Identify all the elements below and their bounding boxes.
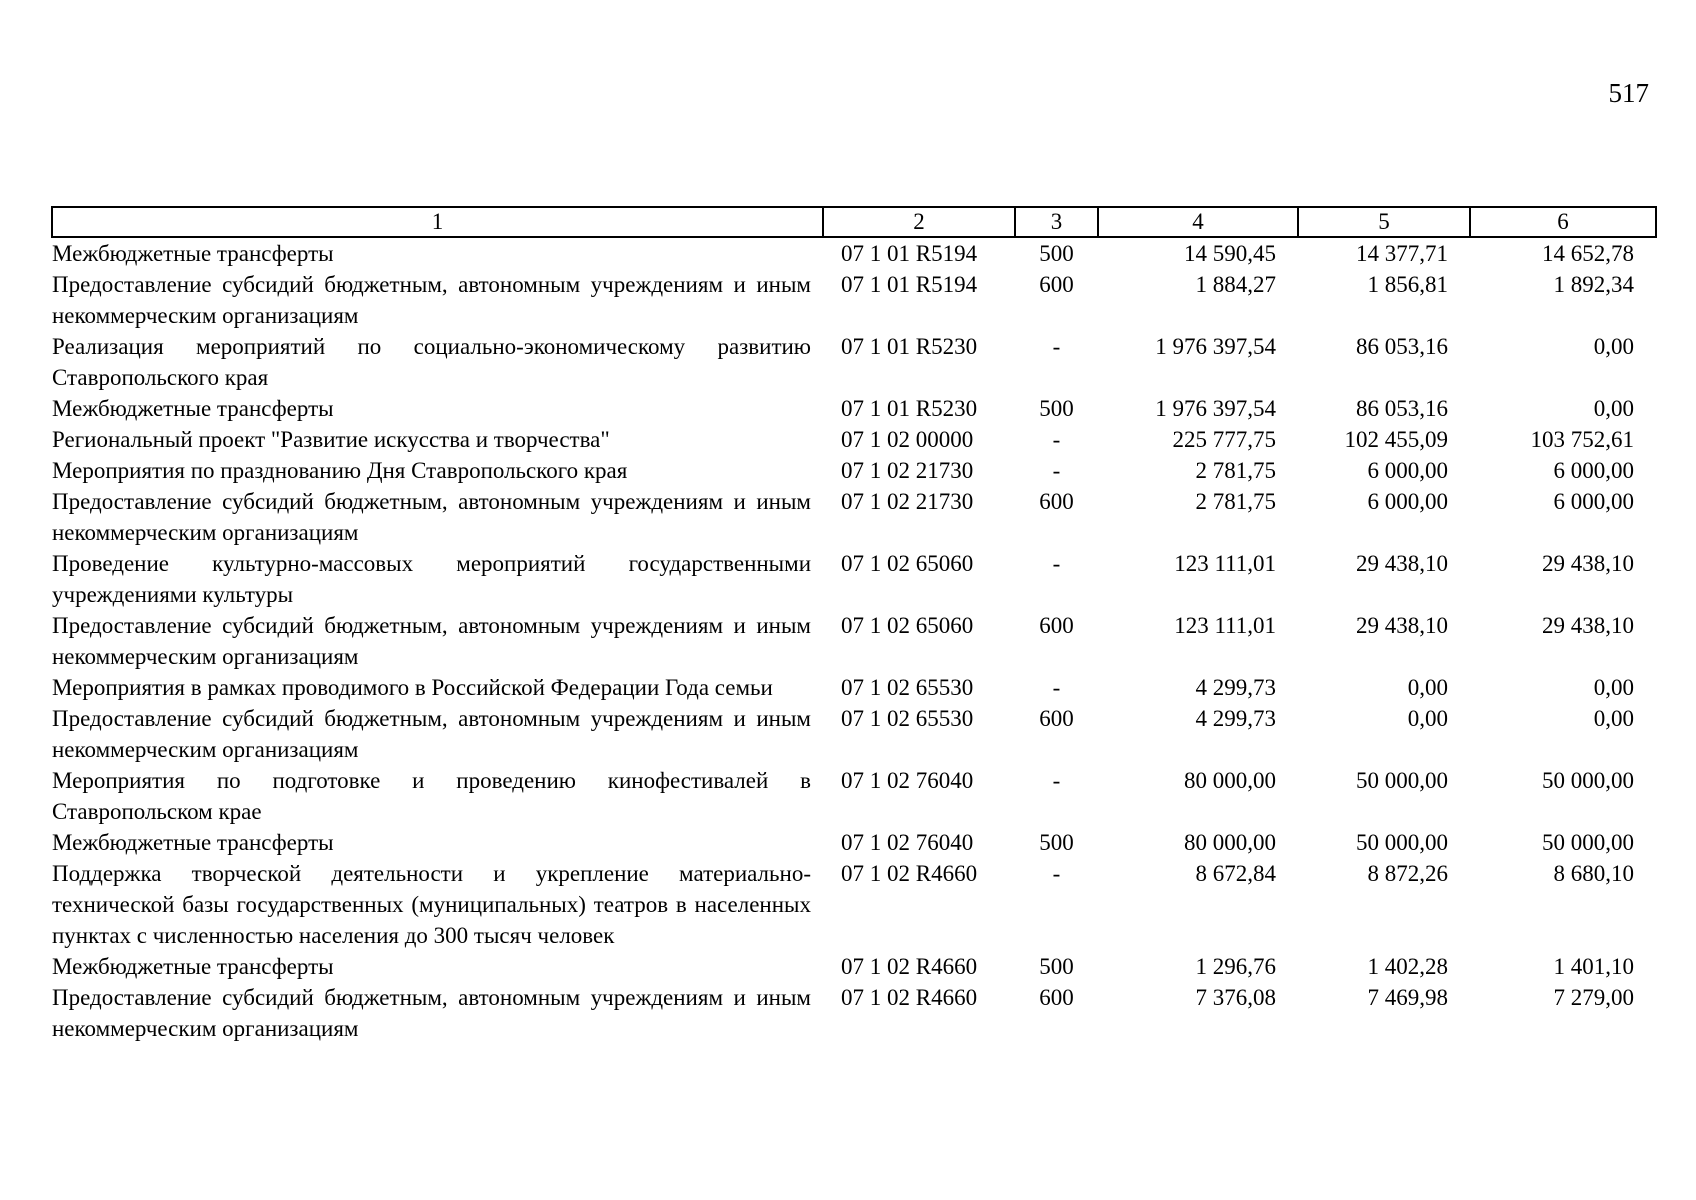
row-value-6: 29 438,10 — [1542, 551, 1634, 576]
column-header-6: 6 — [1470, 207, 1656, 237]
row-value-4: 225 777,75 — [1172, 427, 1276, 452]
row-name: Предоставление субсидий бюджетным, автономным учреждениям и иным некоммерческим организациям — [52, 706, 811, 762]
table-row — [52, 548, 1656, 610]
column-header-5: 5 — [1298, 207, 1470, 237]
row-value-4: 2 781,75 — [1195, 489, 1276, 514]
row-type: - — [1052, 551, 1061, 576]
row-value-6: 0,00 — [1593, 334, 1634, 359]
table-row — [52, 610, 1656, 672]
row-code: 07 1 02 R4660 — [841, 861, 978, 886]
row-name: Проведение культурно-массовых мероприятий государственными учреждениями культуры — [52, 551, 811, 607]
table-row — [52, 827, 1656, 858]
row-code: 07 1 02 65530 — [841, 706, 974, 731]
row-value-5: 8 872,26 — [1367, 861, 1448, 886]
table-row — [52, 331, 1656, 393]
row-value-4: 80 000,00 — [1184, 768, 1276, 793]
row-type: - — [1052, 861, 1061, 886]
row-value-4: 123 111,01 — [1174, 613, 1276, 638]
table-header — [52, 207, 1656, 237]
row-value-5: 6 000,00 — [1367, 489, 1448, 514]
row-value-6: 8 680,10 — [1553, 861, 1634, 886]
row-value-5: 86 053,16 — [1356, 396, 1448, 421]
row-type: 600 — [1039, 706, 1074, 731]
row-type: - — [1052, 768, 1061, 793]
table-row — [52, 951, 1656, 982]
table-row — [52, 424, 1656, 455]
row-code: 07 1 02 R4660 — [841, 985, 978, 1010]
row-value-6: 6 000,00 — [1553, 458, 1634, 483]
row-value-5: 29 438,10 — [1356, 613, 1448, 638]
row-type: 600 — [1039, 272, 1074, 297]
row-code: 07 1 02 65060 — [841, 551, 974, 576]
row-name: Межбюджетные трансферты — [52, 830, 334, 855]
row-value-4: 4 299,73 — [1195, 706, 1276, 731]
row-type: 500 — [1039, 396, 1074, 421]
row-value-5: 0,00 — [1407, 706, 1448, 731]
row-value-4: 1 976 397,54 — [1155, 396, 1276, 421]
row-name: Поддержка творческой деятельности и укрепление материально-технической базы государственных (муниципальных) театров в населенных пунктах с численностью населения до 300 тысяч человек — [52, 861, 811, 948]
row-type: 500 — [1039, 241, 1074, 266]
row-name: Реализация мероприятий по социально-экономическому развитию Ставропольского края — [52, 334, 811, 390]
row-type: - — [1052, 334, 1061, 359]
table-row — [52, 703, 1656, 765]
row-value-6: 1 892,34 — [1553, 272, 1634, 297]
table-row — [52, 858, 1656, 951]
row-code: 07 1 01 R5194 — [841, 272, 978, 297]
row-value-4: 2 781,75 — [1195, 458, 1276, 483]
row-value-4: 14 590,45 — [1184, 241, 1276, 266]
row-value-6: 0,00 — [1593, 706, 1634, 731]
row-value-5: 7 469,98 — [1367, 985, 1448, 1010]
table-row — [52, 393, 1656, 424]
row-value-6: 7 279,00 — [1553, 985, 1634, 1010]
row-value-4: 80 000,00 — [1184, 830, 1276, 855]
row-value-4: 7 376,08 — [1195, 985, 1276, 1010]
budget-table — [51, 206, 1657, 1044]
row-code: 07 1 01 R5230 — [841, 396, 978, 421]
table-row — [52, 486, 1656, 548]
row-code: 07 1 02 21730 — [841, 489, 974, 514]
row-type: - — [1052, 458, 1061, 483]
row-type: 600 — [1039, 613, 1074, 638]
row-name: Межбюджетные трансферты — [52, 954, 334, 979]
row-code: 07 1 01 R5230 — [841, 334, 978, 359]
row-name: Региональный проект "Развитие искусства и творчества" — [52, 427, 610, 452]
row-value-6: 1 401,10 — [1553, 954, 1634, 979]
row-code: 07 1 02 65060 — [841, 613, 974, 638]
row-type: 500 — [1039, 954, 1074, 979]
row-type: - — [1052, 427, 1061, 452]
row-type: 600 — [1039, 985, 1074, 1010]
row-value-6: 29 438,10 — [1542, 613, 1634, 638]
row-value-5: 14 377,71 — [1356, 241, 1448, 266]
row-name: Предоставление субсидий бюджетным, автономным учреждениям и иным некоммерческим организациям — [52, 985, 811, 1041]
row-value-4: 123 111,01 — [1174, 551, 1276, 576]
table-row — [52, 237, 1656, 269]
row-value-4: 1 976 397,54 — [1155, 334, 1276, 359]
row-value-6: 103 752,61 — [1530, 427, 1634, 452]
row-type: 500 — [1039, 830, 1074, 855]
row-value-6: 6 000,00 — [1553, 489, 1634, 514]
row-value-6: 0,00 — [1593, 675, 1634, 700]
row-value-5: 29 438,10 — [1356, 551, 1448, 576]
row-value-5: 6 000,00 — [1367, 458, 1448, 483]
row-name: Мероприятия по подготовке и проведению кинофестивалей в Ставропольском крае — [52, 768, 811, 824]
row-name: Межбюджетные трансферты — [52, 396, 334, 421]
page-number: 517 — [1608, 78, 1649, 108]
row-type: - — [1052, 675, 1061, 700]
row-name: Мероприятия в рамках проводимого в Российской Федерации Года семьи — [52, 675, 773, 700]
row-code: 07 1 02 65530 — [841, 675, 974, 700]
row-name: Межбюджетные трансферты — [52, 241, 334, 266]
row-code: 07 1 01 R5194 — [841, 241, 978, 266]
row-value-5: 50 000,00 — [1356, 830, 1448, 855]
row-value-4: 1 296,76 — [1195, 954, 1276, 979]
row-value-5: 0,00 — [1407, 675, 1448, 700]
row-value-4: 1 884,27 — [1195, 272, 1276, 297]
table-row — [52, 982, 1656, 1044]
row-value-5: 1 402,28 — [1367, 954, 1448, 979]
table-row — [52, 455, 1656, 486]
column-header-2: 2 — [823, 207, 1015, 237]
table-body — [52, 237, 1656, 1044]
table-row — [52, 269, 1656, 331]
row-type: 600 — [1039, 489, 1074, 514]
table-row — [52, 672, 1656, 703]
table-row — [52, 765, 1656, 827]
row-value-6: 14 652,78 — [1542, 241, 1634, 266]
row-name: Предоставление субсидий бюджетным, автономным учреждениям и иным некоммерческим организациям — [52, 613, 811, 669]
row-code: 07 1 02 R4660 — [841, 954, 978, 979]
row-value-4: 4 299,73 — [1195, 675, 1276, 700]
row-code: 07 1 02 21730 — [841, 458, 974, 483]
column-header-4: 4 — [1098, 207, 1298, 237]
row-value-4: 8 672,84 — [1195, 861, 1276, 886]
column-header-1: 1 — [52, 207, 823, 237]
row-name: Предоставление субсидий бюджетным, автономным учреждениям и иным некоммерческим организациям — [52, 489, 811, 545]
row-value-5: 50 000,00 — [1356, 768, 1448, 793]
column-header-3: 3 — [1015, 207, 1098, 237]
row-value-5: 1 856,81 — [1367, 272, 1448, 297]
row-value-5: 102 455,09 — [1344, 427, 1448, 452]
row-value-6: 50 000,00 — [1542, 830, 1634, 855]
row-value-5: 86 053,16 — [1356, 334, 1448, 359]
row-value-6: 50 000,00 — [1542, 768, 1634, 793]
row-code: 07 1 02 76040 — [841, 768, 974, 793]
row-value-6: 0,00 — [1593, 396, 1634, 421]
row-name: Мероприятия по празднованию Дня Ставропольского края — [52, 458, 628, 483]
row-name: Предоставление субсидий бюджетным, автономным учреждениям и иным некоммерческим организациям — [52, 272, 811, 328]
row-code: 07 1 02 00000 — [841, 427, 974, 452]
row-code: 07 1 02 76040 — [841, 830, 974, 855]
